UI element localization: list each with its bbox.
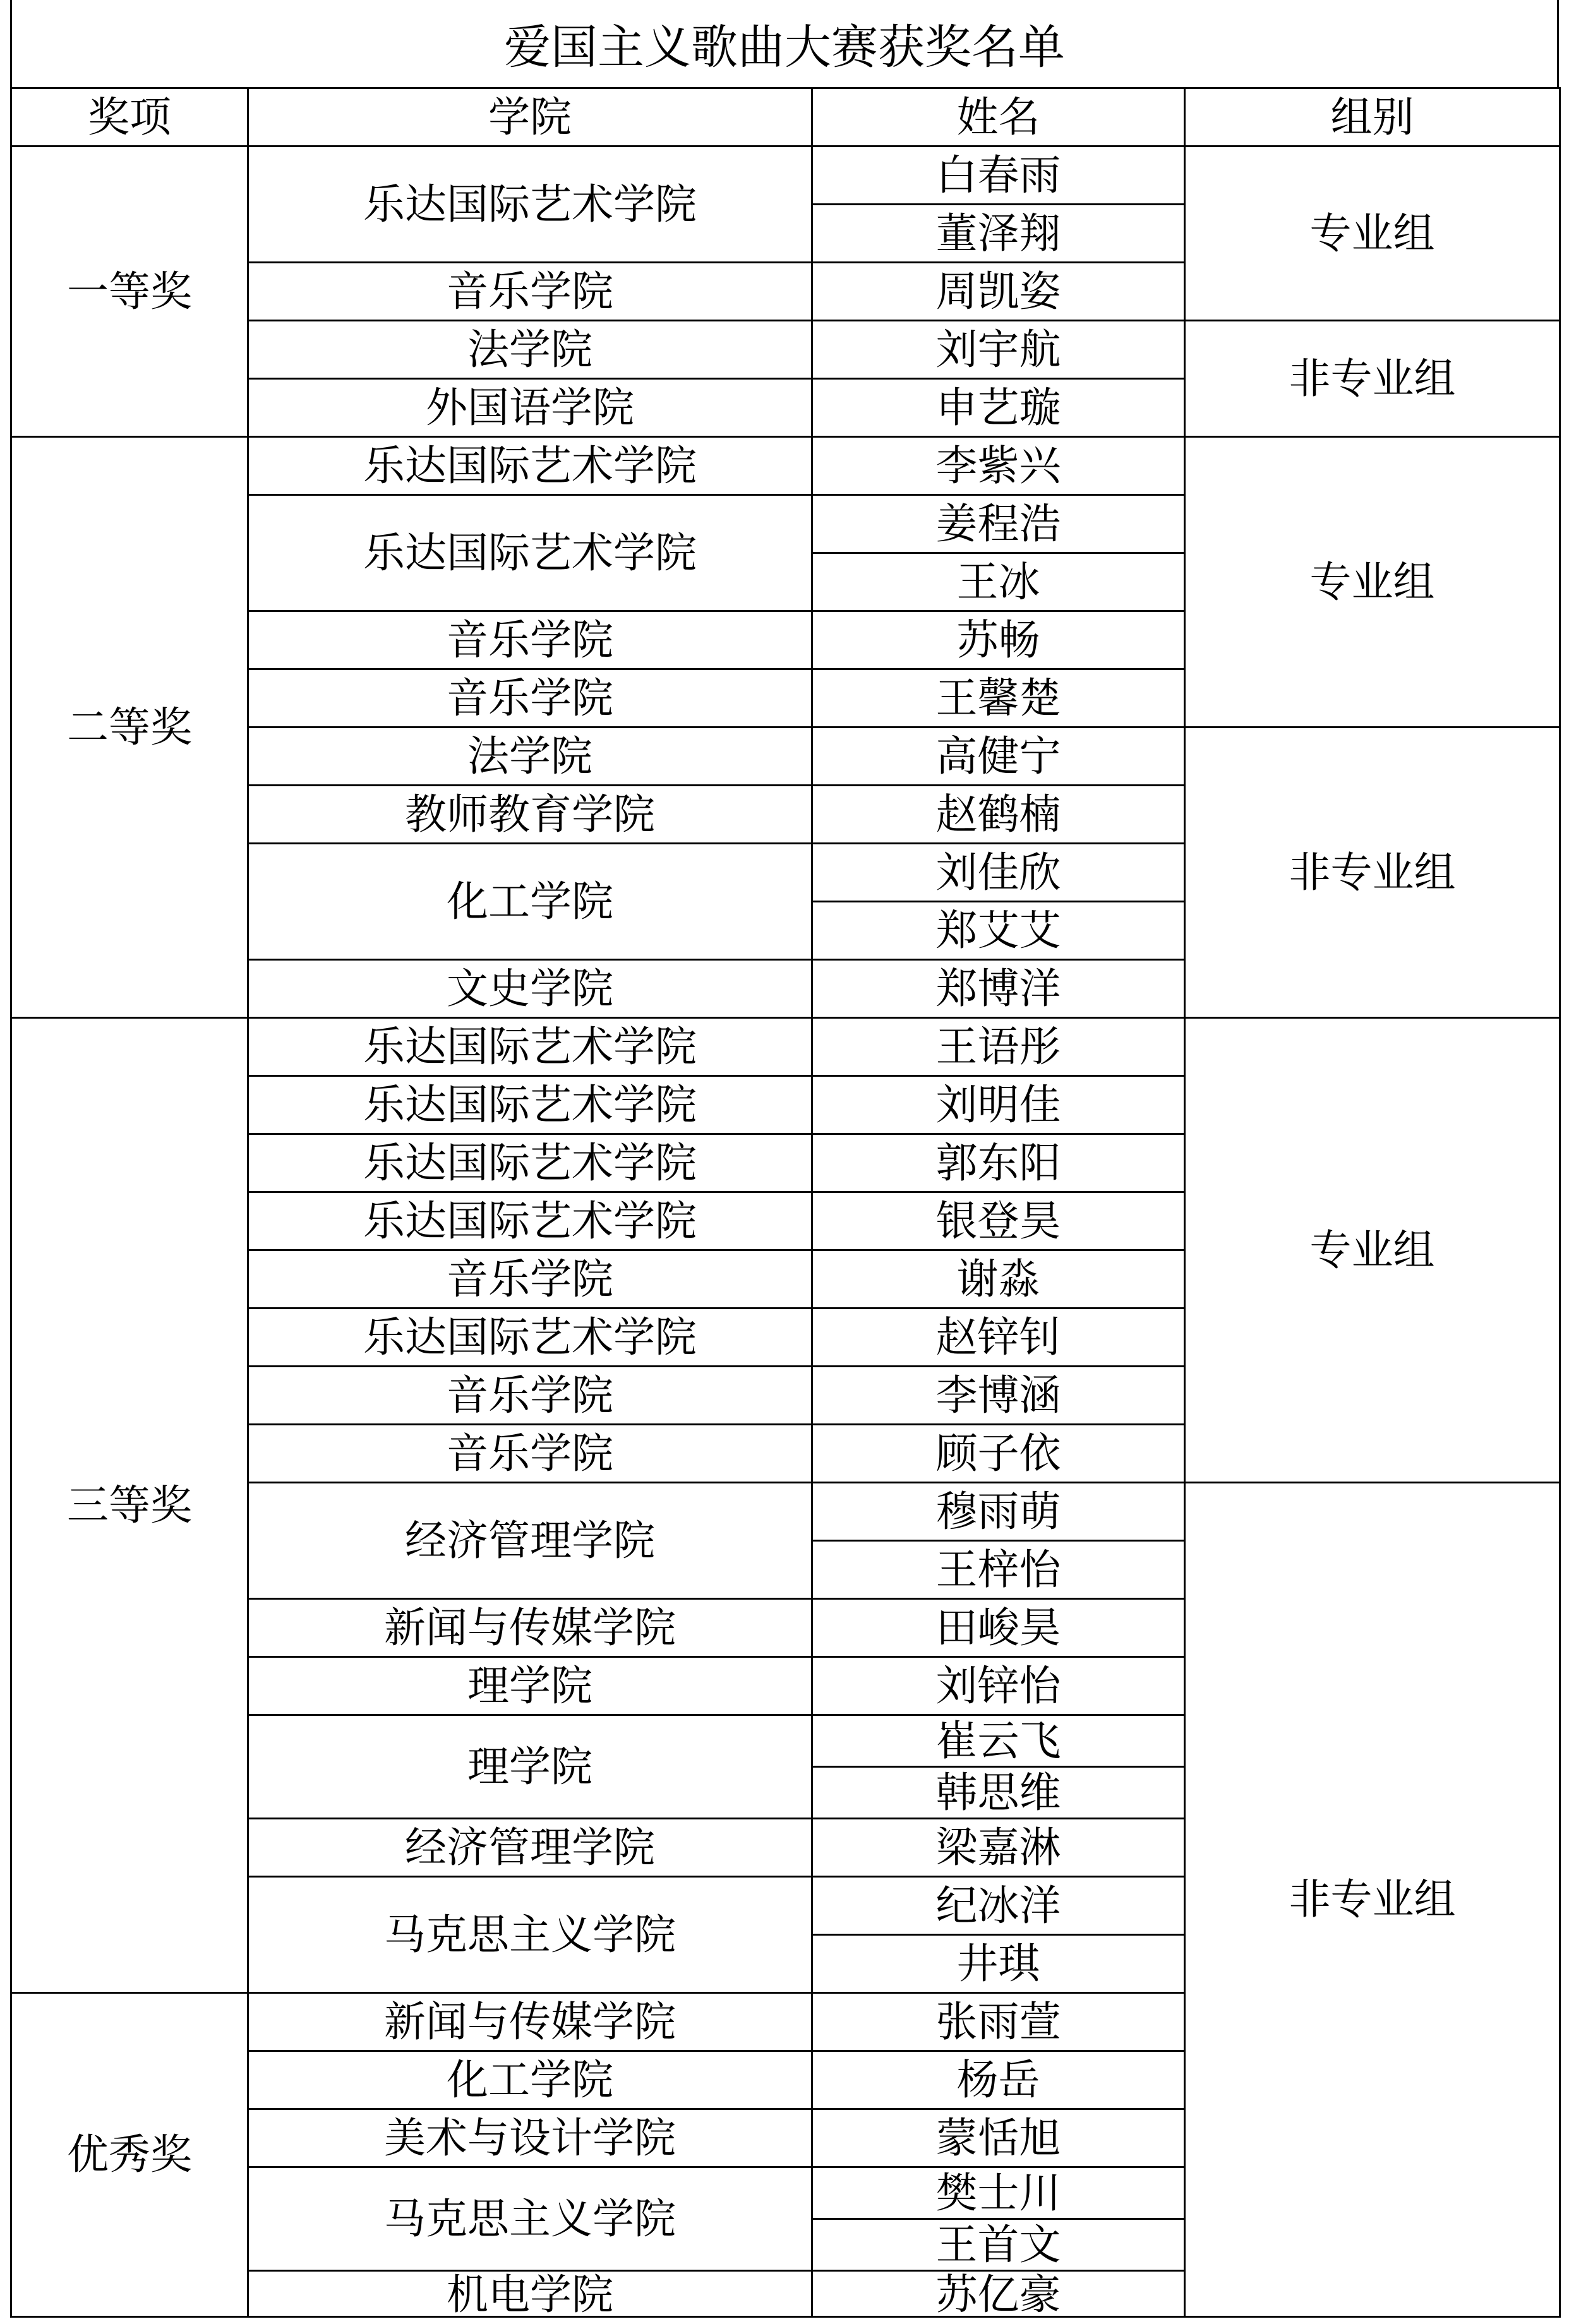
name-cell: 郑博洋 — [812, 960, 1185, 1018]
college-cell: 新闻与传媒学院 — [248, 1599, 812, 1657]
name-cell: 白春雨 — [812, 147, 1185, 205]
header-group: 组别 — [1185, 88, 1560, 147]
college-cell: 音乐学院 — [248, 669, 812, 728]
name-cell: 田峻昊 — [812, 1599, 1185, 1657]
group-cell: 非专业组 — [1185, 321, 1560, 437]
name-cell: 王馨楚 — [812, 669, 1185, 728]
college-cell: 音乐学院 — [248, 1367, 812, 1425]
name-cell: 梁嘉淋 — [812, 1819, 1185, 1877]
college-cell: 乐达国际艺术学院 — [248, 1309, 812, 1367]
college-cell: 乐达国际艺术学院 — [248, 147, 812, 263]
award-cell-third: 三等奖 — [11, 1018, 248, 1993]
name-cell: 李紫兴 — [812, 437, 1185, 495]
name-cell: 赵鹤楠 — [812, 786, 1185, 844]
award-cell-second: 二等奖 — [11, 437, 248, 1018]
name-cell: 郭东阳 — [812, 1134, 1185, 1192]
name-cell: 谢淼 — [812, 1250, 1185, 1309]
college-cell: 音乐学院 — [248, 611, 812, 669]
name-cell: 井琪 — [812, 1935, 1185, 1993]
page-title: 爱国主义歌曲大赛获奖名单 — [10, 0, 1559, 87]
college-cell: 经济管理学院 — [248, 1483, 812, 1599]
name-cell: 董泽翔 — [812, 205, 1185, 263]
name-cell: 申艺璇 — [812, 379, 1185, 437]
college-cell: 新闻与传媒学院 — [248, 1993, 812, 2051]
name-cell: 苏亿豪 — [812, 2271, 1185, 2317]
name-cell: 刘锌怡 — [812, 1657, 1185, 1715]
college-cell: 法学院 — [248, 728, 812, 786]
award-cell-first: 一等奖 — [11, 147, 248, 437]
name-cell: 韩思维 — [812, 1767, 1185, 1819]
college-cell: 音乐学院 — [248, 1250, 812, 1309]
name-cell: 刘明佳 — [812, 1076, 1185, 1134]
name-cell: 姜程浩 — [812, 495, 1185, 553]
group-cell: 专业组 — [1185, 1018, 1560, 1483]
college-cell: 教师教育学院 — [248, 786, 812, 844]
college-cell: 法学院 — [248, 321, 812, 379]
group-cell: 非专业组 — [1185, 728, 1560, 1018]
college-cell: 音乐学院 — [248, 263, 812, 321]
header-college: 学院 — [248, 88, 812, 147]
table-row — [11, 437, 1560, 495]
name-cell: 蒙恬旭 — [812, 2109, 1185, 2167]
name-cell: 刘宇航 — [812, 321, 1185, 379]
college-cell: 乐达国际艺术学院 — [248, 1134, 812, 1192]
group-cell: 专业组 — [1185, 437, 1560, 728]
college-cell: 乐达国际艺术学院 — [248, 495, 812, 611]
college-cell: 化工学院 — [248, 2051, 812, 2109]
college-cell: 文史学院 — [248, 960, 812, 1018]
table-row — [11, 1018, 1560, 1076]
name-cell: 穆雨萌 — [812, 1483, 1185, 1541]
college-cell: 乐达国际艺术学院 — [248, 1018, 812, 1076]
name-cell: 郑艾艾 — [812, 902, 1185, 960]
name-cell: 樊士川 — [812, 2167, 1185, 2219]
college-cell: 马克思主义学院 — [248, 2167, 812, 2271]
group-cell: 专业组 — [1185, 147, 1560, 321]
name-cell: 王冰 — [812, 553, 1185, 611]
header-name: 姓名 — [812, 88, 1185, 147]
college-cell: 音乐学院 — [248, 1425, 812, 1483]
college-cell: 乐达国际艺术学院 — [248, 437, 812, 495]
name-cell: 王梓怡 — [812, 1541, 1185, 1599]
college-cell: 化工学院 — [248, 844, 812, 960]
name-cell: 银登昊 — [812, 1192, 1185, 1250]
header-row — [11, 88, 1560, 147]
header-award: 奖项 — [11, 88, 248, 147]
college-cell: 马克思主义学院 — [248, 1877, 812, 1993]
name-cell: 崔云飞 — [812, 1715, 1185, 1767]
name-cell: 赵锌钊 — [812, 1309, 1185, 1367]
name-cell: 苏畅 — [812, 611, 1185, 669]
name-cell: 杨岳 — [812, 2051, 1185, 2109]
college-cell: 机电学院 — [248, 2271, 812, 2317]
table-row — [11, 147, 1560, 205]
college-cell: 乐达国际艺术学院 — [248, 1192, 812, 1250]
award-cell-merit: 优秀奖 — [11, 1993, 248, 2317]
name-cell: 王首文 — [812, 2219, 1185, 2271]
group-cell: 非专业组 — [1185, 1483, 1560, 2317]
award-table — [10, 87, 1561, 2318]
college-cell: 外国语学院 — [248, 379, 812, 437]
college-cell: 乐达国际艺术学院 — [248, 1076, 812, 1134]
name-cell: 高健宁 — [812, 728, 1185, 786]
college-cell: 理学院 — [248, 1715, 812, 1819]
name-cell: 顾子依 — [812, 1425, 1185, 1483]
name-cell: 李博涵 — [812, 1367, 1185, 1425]
college-cell: 美术与设计学院 — [248, 2109, 812, 2167]
name-cell: 纪冰洋 — [812, 1877, 1185, 1935]
name-cell: 刘佳欣 — [812, 844, 1185, 902]
college-cell: 经济管理学院 — [248, 1819, 812, 1877]
name-cell: 张雨萱 — [812, 1993, 1185, 2051]
name-cell: 王语彤 — [812, 1018, 1185, 1076]
name-cell: 周凯姿 — [812, 263, 1185, 321]
award-sheet — [10, 0, 1560, 2324]
college-cell: 理学院 — [248, 1657, 812, 1715]
